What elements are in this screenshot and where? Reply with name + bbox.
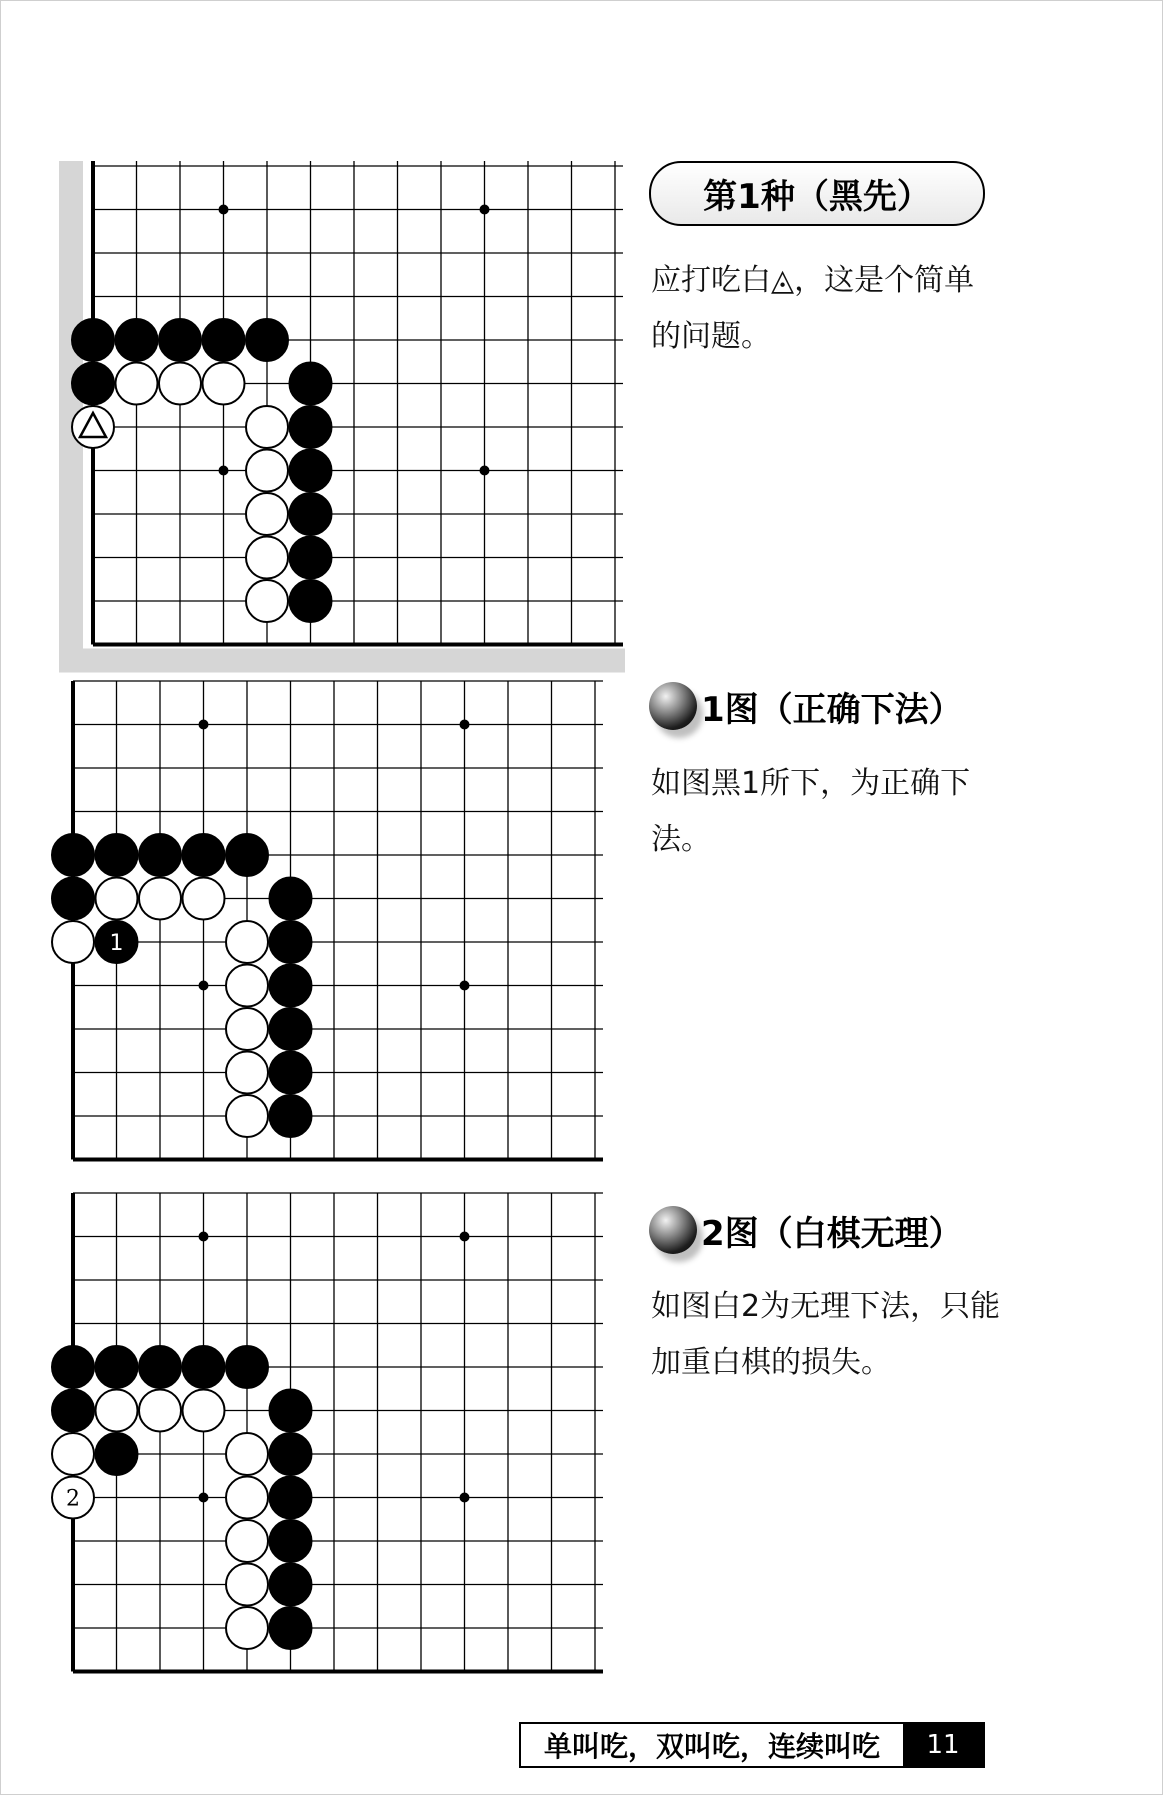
problem-description: 应打吃白◬，这是个简单的问题。 <box>651 263 975 354</box>
black-stone <box>290 580 332 622</box>
figure2-description: 如图白2为无理下法，只能加重白棋的损失。 <box>651 1289 1001 1380</box>
black-stone <box>226 834 268 876</box>
white-stone <box>183 1390 225 1432</box>
black-stone <box>116 319 158 361</box>
board-grid <box>73 1193 603 1672</box>
star-point <box>219 205 229 215</box>
black-stone <box>52 834 94 876</box>
black-stone <box>270 1520 312 1562</box>
black-stone <box>270 921 312 963</box>
black-stone <box>290 537 332 579</box>
black-stone <box>290 406 332 448</box>
white-stone <box>246 537 288 579</box>
board-shadow <box>59 649 625 673</box>
white-stone <box>246 580 288 622</box>
figure2-board <box>49 1193 589 1693</box>
black-stone <box>183 1346 225 1388</box>
move-number: 2 <box>66 1486 80 1512</box>
black-stone <box>72 363 114 405</box>
star-point <box>460 720 470 730</box>
black-stone <box>183 834 225 876</box>
white-stone <box>116 363 158 405</box>
black-stone-icon <box>649 682 697 730</box>
star-point <box>199 1493 209 1503</box>
black-stone <box>270 1433 312 1475</box>
black-stone <box>226 1346 268 1388</box>
black-stone <box>246 319 288 361</box>
black-stone <box>270 1008 312 1050</box>
white-stone <box>226 1520 268 1562</box>
white-stone <box>246 493 288 535</box>
figure1-title <box>649 681 963 731</box>
white-stone <box>96 878 138 920</box>
white-stone <box>52 1433 94 1475</box>
white-stone <box>226 1052 268 1094</box>
black-stone <box>290 450 332 492</box>
white-stone <box>203 363 245 405</box>
black-stone <box>270 1477 312 1519</box>
white-stone <box>52 921 94 963</box>
white-stone <box>226 1477 268 1519</box>
black-stone <box>52 878 94 920</box>
figure2-title-text: 2图（白棋无理） <box>701 1213 963 1254</box>
white-stone <box>139 1390 181 1432</box>
black-stone-icon <box>649 1206 697 1254</box>
black-stone <box>96 1346 138 1388</box>
white-stone <box>139 878 181 920</box>
white-stone <box>226 1607 268 1649</box>
black-stone <box>270 1390 312 1432</box>
black-stone <box>139 834 181 876</box>
black-stone <box>270 1607 312 1649</box>
black-stone <box>72 319 114 361</box>
figure2-board-svg <box>49 1193 589 1693</box>
black-stone <box>96 1433 138 1475</box>
figure2-title <box>649 1205 963 1255</box>
chapter-title: 单叫吃，双叫吃，连续叫吃 <box>521 1724 903 1766</box>
black-stone <box>52 1346 94 1388</box>
white-stone <box>246 406 288 448</box>
figure1-description: 如图黑1所下，为正确下法。 <box>651 766 971 857</box>
figure1-title-text: 1图（正确下法） <box>701 689 963 730</box>
white-stone <box>226 1095 268 1137</box>
black-stone <box>52 1390 94 1432</box>
problem-title <box>649 161 985 226</box>
star-point <box>460 981 470 991</box>
star-point <box>219 466 229 476</box>
white-stone <box>246 450 288 492</box>
black-stone <box>270 1095 312 1137</box>
star-point <box>199 1232 209 1242</box>
black-stone <box>270 965 312 1007</box>
star-point <box>480 205 490 215</box>
black-stone <box>270 1564 312 1606</box>
problem-title-text: 第1种（黑先） <box>703 177 931 217</box>
black-stone <box>96 834 138 876</box>
star-point <box>199 720 209 730</box>
white-stone <box>96 1390 138 1432</box>
star-point <box>480 466 490 476</box>
white-stone <box>226 921 268 963</box>
problem-board-svg <box>59 161 599 661</box>
page-number: 11 <box>903 1724 983 1766</box>
black-stone <box>270 878 312 920</box>
star-point <box>460 1493 470 1503</box>
white-stone <box>183 878 225 920</box>
white-stone <box>159 363 201 405</box>
star-point <box>460 1232 470 1242</box>
black-stone <box>290 493 332 535</box>
white-stone <box>226 1564 268 1606</box>
footer-bar <box>519 1722 985 1768</box>
black-stone <box>290 363 332 405</box>
star-point <box>199 981 209 991</box>
black-stone <box>270 1052 312 1094</box>
figure1-board <box>49 681 589 1181</box>
move-number: 1 <box>109 931 124 956</box>
problem-board <box>59 161 599 661</box>
figure1-board-svg <box>49 681 589 1181</box>
black-stone <box>159 319 201 361</box>
white-stone <box>226 965 268 1007</box>
black-stone <box>139 1346 181 1388</box>
black-stone <box>203 319 245 361</box>
white-stone <box>226 1433 268 1475</box>
board-grid <box>73 681 603 1160</box>
white-stone <box>226 1008 268 1050</box>
board-grid <box>59 161 625 673</box>
